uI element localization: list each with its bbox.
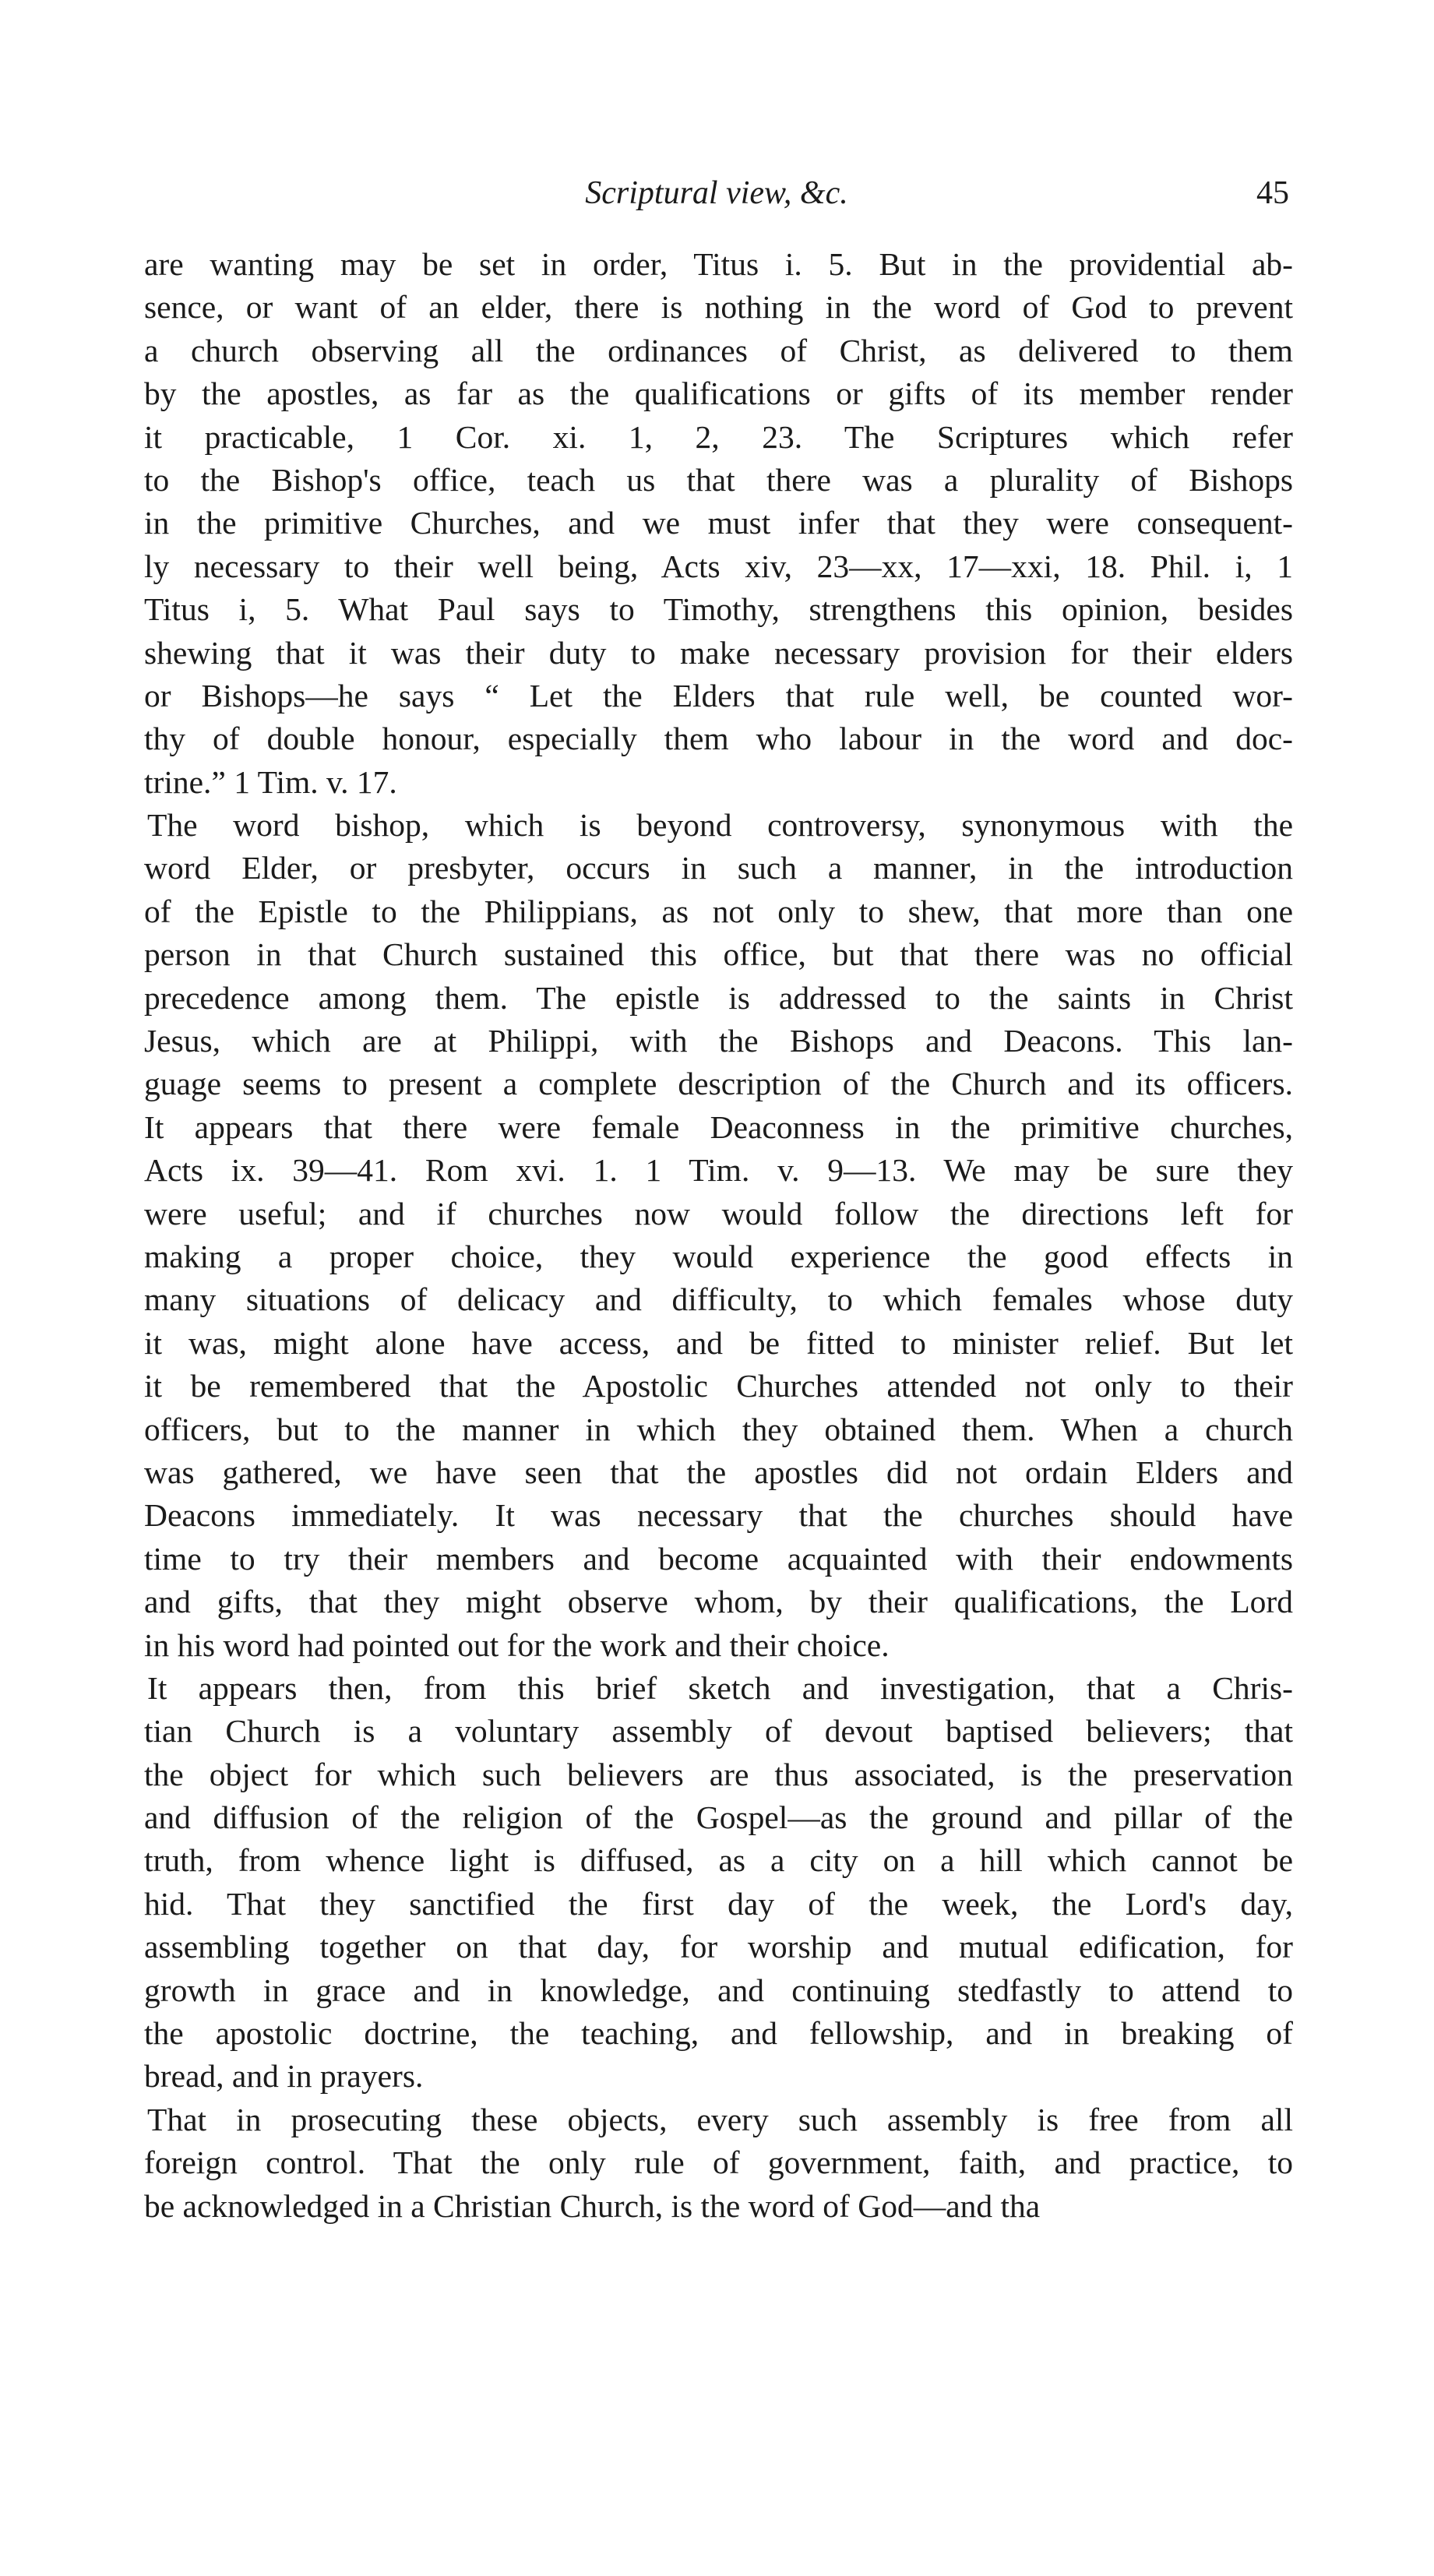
text-line: Titus i, 5. What Paul says to Timothy, strengthens this opinion, besides <box>144 591 1293 628</box>
text-line: It appears that there were female Deaconness in the primitive churches, <box>144 1108 1293 1145</box>
paragraph-4 <box>144 2099 1293 2228</box>
text-line: Acts ix. 39—41. Rom xvi. 1. 1 Tim. v. 9—13. We may be sure they <box>144 1152 1293 1189</box>
text-line: ly necessary to their well being, Acts xiv, 23—xx, 17—xxi, 18. Phil. i, 1 <box>144 548 1293 584</box>
text-line: was gathered, we have seen that the apostles did not ordain Elders and <box>144 1454 1293 1490</box>
text-line: time to try their members and become acquainted with their endowments <box>144 1540 1293 1577</box>
text-line: word Elder, or presbyter, occurs in such a manner, in the introduction <box>144 850 1293 886</box>
text-line: or Bishops—he says “ Let the Elders that rule well, be counted wor- <box>144 677 1293 714</box>
text-line: in the primitive Churches, and we must infer that they were consequent- <box>144 505 1293 541</box>
text-line: That in prosecuting these objects, every such assembly is free from all <box>147 2101 1293 2137</box>
text-line: of the Epistle to the Philippians, as not only to shew, that more than one <box>144 893 1293 929</box>
text-line: a church observing all the ordinances of Christ, as delivered to them <box>144 332 1293 368</box>
text-line: foreign control. That the only rule of government, faith, and practice, to <box>144 2144 1293 2181</box>
text-line: tian Church is a voluntary assembly of devout baptised believers; that <box>144 1713 1293 1750</box>
text-line: the apostolic doctrine, the teaching, and fellowship, and in breaking of <box>144 2015 1293 2052</box>
text-line: bread, and in prayers. <box>144 2058 424 2095</box>
text-line: assembling together on that day, for worship and mutual edification, for <box>144 1929 1293 1965</box>
text-line: sence, or want of an elder, there is nothing in the word of God to prevent <box>144 289 1293 326</box>
text-line: and diffusion of the religion of the Gospel—as the ground and pillar of the <box>144 1799 1293 1836</box>
text-line: many situations of delicacy and difficulty, to which females whose duty <box>144 1281 1293 1318</box>
text-line: making a proper choice, they would experience the good effects in <box>144 1238 1293 1274</box>
text-line: The word bishop, which is beyond controversy, synonymous with the <box>147 807 1293 844</box>
text-line: it was, might alone have access, and be fitted to minister relief. But let <box>144 1324 1293 1361</box>
text-line: shewing that it was their duty to make necessary provision for their elders <box>144 634 1293 671</box>
page-header <box>144 170 1289 217</box>
text-line: and gifts, that they might observe whom, by their qualifications, the Lord <box>144 1584 1293 1620</box>
paragraph-1 <box>144 243 1293 804</box>
paragraph-3 <box>144 1667 1293 2099</box>
running-title: Scriptural view, &c. <box>585 175 848 211</box>
text-line: It appears then, from this brief sketch and investigation, that a Chris- <box>147 1669 1293 1706</box>
text-line: guage seems to present a complete description of the Church and its officers. <box>144 1066 1293 1102</box>
text-line: to the Bishop's office, teach us that there was a plurality of Bishops <box>144 461 1293 498</box>
text-line: Jesus, which are at Philippi, with the Bishops and Deacons. This lan- <box>144 1023 1293 1059</box>
text-line: be acknowledged in a Christian Church, is the word of God—and tha <box>144 2187 1041 2224</box>
text-line: are wanting may be set in order, Titus i. 5. But in the providential ab- <box>144 246 1293 282</box>
text-line: precedence among them. The epistle is addressed to the saints in Christ <box>144 979 1293 1016</box>
text-line: it practicable, 1 Cor. xi. 1, 2, 23. The Scriptures which refer <box>144 418 1293 455</box>
text-line: in his word had pointed out for the work and their choice. <box>144 1626 890 1663</box>
text-line: hid. That they sanctified the first day of the week, the Lord's day, <box>144 1885 1293 1922</box>
text-line: trine.” 1 Tim. v. 17. <box>144 763 397 800</box>
text-line: officers, but to the manner in which they obtained them. When a church <box>144 1411 1293 1447</box>
body-text <box>144 243 1293 2228</box>
text-line: growth in grace and in knowledge, and continuing stedfastly to attend to <box>144 1972 1293 2008</box>
text-line: were useful; and if churches now would follow the directions left for <box>144 1195 1293 1232</box>
text-line: Deacons immediately. It was necessary that the churches should have <box>144 1497 1293 1534</box>
text-line: thy of double honour, especially them who labour in the word and doc- <box>144 721 1293 757</box>
text-line: it be remembered that the Apostolic Churches attended not only to their <box>144 1368 1293 1404</box>
paragraph-2 <box>144 804 1293 1667</box>
page-number: 45 <box>1256 175 1289 211</box>
text-line: person in that Church sustained this office, but that there was no official <box>144 936 1293 973</box>
text-line: by the apostles, as far as the qualifications or gifts of its member render <box>144 375 1293 412</box>
text-line: the object for which such believers are thus associated, is the preservation <box>144 1756 1293 1792</box>
text-line: truth, from whence light is diffused, as a city on a hill which cannot be <box>144 1842 1293 1879</box>
